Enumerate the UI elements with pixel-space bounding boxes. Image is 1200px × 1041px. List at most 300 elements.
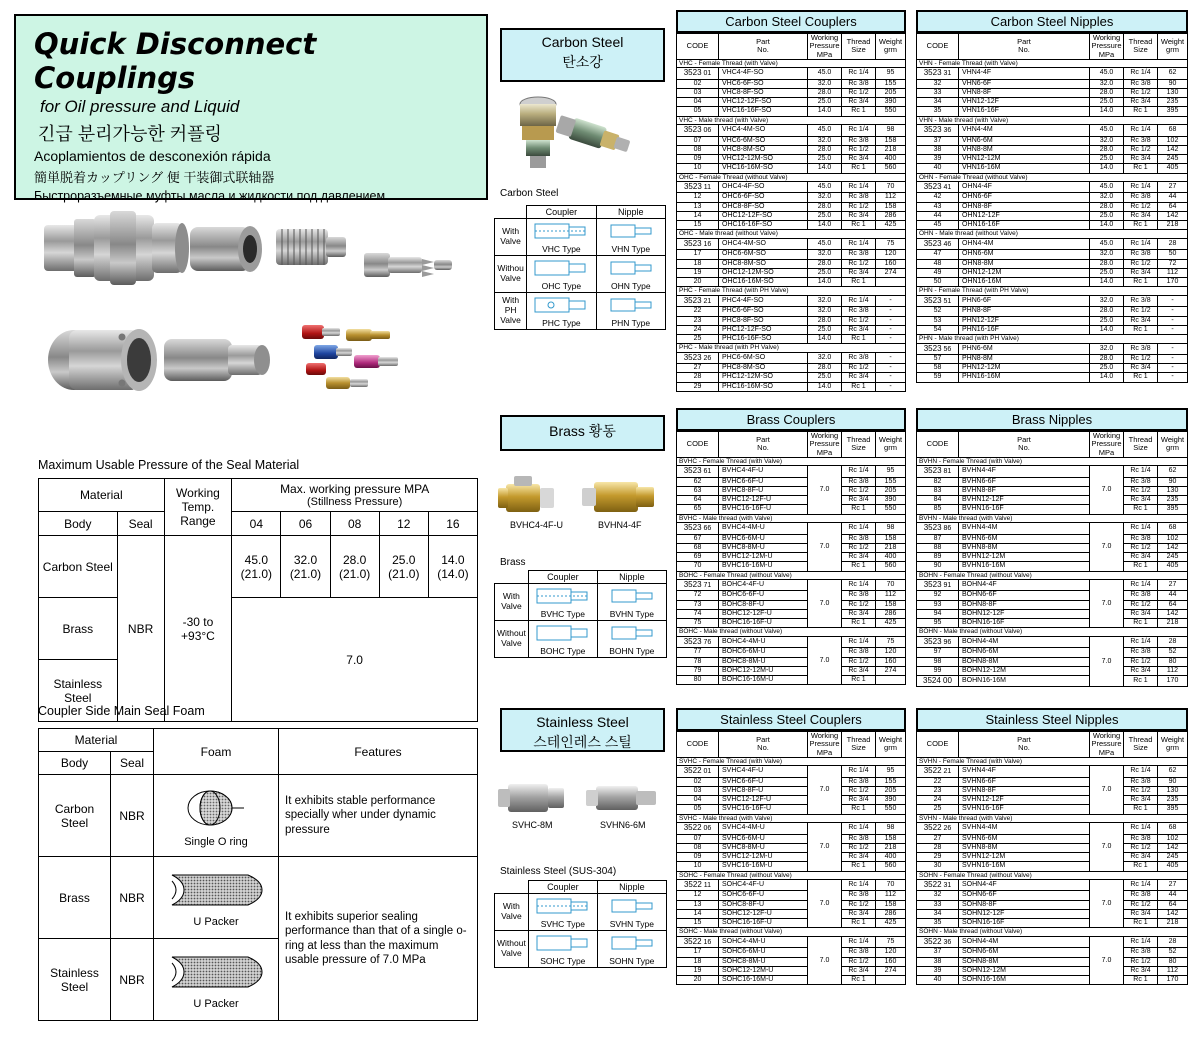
carbon-type-table — [494, 205, 666, 330]
pressure-h-seal: Seal — [117, 512, 164, 536]
cell-weight: 27 — [1158, 580, 1188, 591]
cell-part-no: SVHC16-16M-U — [719, 862, 808, 871]
brass-couplers-title: Brass Couplers — [676, 408, 906, 431]
cell-thread-size: Rc 1 — [842, 278, 876, 287]
table-row — [39, 775, 478, 857]
cell-part-no: SVHN8-8M — [959, 843, 1090, 852]
table-row — [917, 534, 1188, 543]
cell-part-no: VHN12-12M — [959, 155, 1090, 164]
cell-thread-size: Rc 1 — [1124, 107, 1158, 116]
table-row — [677, 307, 906, 316]
cell-weight: 28 — [1158, 637, 1188, 648]
u-packer-icon — [166, 867, 266, 913]
cell-code: 22 — [917, 777, 959, 786]
table-row — [677, 534, 906, 543]
col-header: Weight grm — [1158, 34, 1188, 60]
cs-nipple-vhn: VHN Type — [596, 219, 665, 256]
cell-code: 69 — [677, 553, 719, 562]
cell-weight: 550 — [876, 107, 906, 116]
cell-code: 3523 06 — [677, 125, 719, 136]
cell-part-no: OHC8-8M-SO — [719, 259, 808, 268]
table-row — [677, 477, 906, 486]
cell-weight: 160 — [876, 957, 906, 966]
cell-weight: - — [876, 307, 906, 316]
cell-code: 3522 31 — [917, 880, 959, 891]
cell-code: 3522 26 — [917, 823, 959, 834]
table-row — [677, 853, 906, 862]
cell-code: 3524 00 — [917, 676, 959, 687]
cell-weight: 90 — [1158, 777, 1188, 786]
cell-weight: 395 — [1158, 107, 1188, 116]
table-row — [917, 155, 1188, 164]
cell-part-no: SVHC4-4M-U — [719, 823, 808, 834]
table-row — [917, 619, 1188, 628]
table-row — [677, 259, 906, 268]
cell-weight: 120 — [876, 648, 906, 657]
cell-code: 10 — [677, 164, 719, 173]
table-header-row — [917, 732, 1188, 758]
cell-thread-size: Rc 1 — [842, 676, 876, 685]
stainless-steel-nipples-table — [916, 731, 1188, 985]
cell-code: 28 — [677, 373, 719, 382]
cell-part-no: BVHC4-4M-U — [719, 523, 808, 534]
cell-part-no: SOHN6-6F — [959, 891, 1090, 900]
cell-part-no: BVHN6-6F — [959, 477, 1090, 486]
table-row — [677, 600, 906, 609]
group-label: BOHN - Male thread (without Valve) — [917, 628, 1188, 637]
table-row — [917, 202, 1188, 211]
pressure-size-12: 12 — [379, 512, 428, 536]
cell-part-no: VHN6-6F — [959, 79, 1090, 88]
cell-code: 10 — [677, 862, 719, 871]
cell-code: 04 — [677, 98, 719, 107]
br-side-without-valve: Without Valve — [495, 621, 529, 658]
pressure-val-06: 32.0 (21.0) — [281, 536, 330, 598]
table-row — [677, 382, 906, 391]
cell-code: 23 — [677, 316, 719, 325]
cell-thread-size: Rc 1 — [1124, 976, 1158, 985]
col-header: Thread Size — [842, 432, 876, 458]
group-label-row — [677, 287, 906, 296]
cell-code: 58 — [917, 364, 959, 373]
cell-weight: 158 — [876, 534, 906, 543]
cell-thread-size: Rc 1 — [1124, 919, 1158, 928]
cell-weight: 205 — [876, 486, 906, 495]
cell-weight: 64 — [1158, 900, 1188, 909]
cell-thread-size: Rc 3/4 — [842, 853, 876, 862]
cell-weight: 70 — [876, 880, 906, 891]
cell-thread-size: Rc 3/8 — [1124, 193, 1158, 202]
cell-weight: 64 — [1158, 202, 1188, 211]
col-header: Part No. — [719, 432, 808, 458]
cell-part-no: PHN6-6M — [959, 343, 1090, 354]
cell-working-pressure: 7.0 — [808, 637, 842, 685]
group-label-row — [917, 871, 1188, 880]
cell-part-no: BOHC16-16F-U — [719, 619, 808, 628]
table-row — [917, 609, 1188, 618]
cell-code: 20 — [677, 976, 719, 985]
cell-weight: 218 — [876, 843, 906, 852]
cell-part-no: SOHC4-4F-U — [719, 880, 808, 891]
cell-thread-size: Rc 1/2 — [842, 957, 876, 966]
table-row — [677, 766, 906, 777]
cell-working-pressure: 25.0 — [808, 155, 842, 164]
foam-table — [38, 728, 478, 1021]
cell-code: 3523 61 — [677, 466, 719, 477]
table-row — [917, 891, 1188, 900]
cell-part-no: SVHN12-12M — [959, 853, 1090, 862]
cell-part-no: OHC8-8F-SO — [719, 202, 808, 211]
table-row — [677, 966, 906, 975]
cell-thread-size: Rc 1 — [842, 919, 876, 928]
cell-weight: 62 — [1158, 766, 1188, 777]
cell-code: 74 — [677, 609, 719, 618]
cell-thread-size: Rc 1 — [1124, 221, 1158, 230]
cell-thread-size: Rc 3/4 — [1124, 966, 1158, 975]
cell-thread-size: Rc 1 — [842, 619, 876, 628]
cell-working-pressure: 25.0 — [808, 373, 842, 382]
cell-code: 24 — [677, 325, 719, 334]
cell-part-no: OHN16-16F — [959, 221, 1090, 230]
cell-thread-size: Rc 1/2 — [1124, 354, 1158, 363]
cell-part-no: OHC12-12F-SO — [719, 211, 808, 220]
table-row — [39, 598, 478, 660]
cell-weight: - — [876, 382, 906, 391]
cell-weight: 170 — [1158, 676, 1188, 687]
carbon-steel-couplers-table — [676, 33, 906, 392]
cell-thread-size: Rc 3/8 — [1124, 477, 1158, 486]
cell-weight: - — [876, 364, 906, 373]
title-korean: 긴급 분리가능한 커플링 — [38, 124, 222, 144]
table-row — [917, 98, 1188, 107]
cell-thread-size: Rc 3/4 — [1124, 853, 1158, 862]
cell-part-no: PHN16-16F — [959, 325, 1090, 334]
cell-code: 82 — [917, 477, 959, 486]
cs-nipple-ohn: OHN Type — [596, 256, 665, 293]
cell-weight: 155 — [876, 777, 906, 786]
cell-code: 09 — [677, 853, 719, 862]
cell-thread-size: Rc 1 — [842, 164, 876, 173]
cell-working-pressure: 32.0 — [1090, 343, 1124, 354]
col-header: Weight grm — [1158, 732, 1188, 758]
cell-thread-size: Rc 3/8 — [1124, 343, 1158, 354]
group-label: BOHC - Female Thread (without Valve) — [677, 571, 906, 580]
table-row — [677, 325, 906, 334]
cell-part-no: OHN4-4F — [959, 182, 1090, 193]
cell-weight: 235 — [1158, 796, 1188, 805]
group-label: PHC - Female Thread (with PH Valve) — [677, 287, 906, 296]
cell-thread-size: Rc 1/2 — [1124, 957, 1158, 966]
group-label: SOHC - Female Thread (without Valve) — [677, 871, 906, 880]
col-header: Thread Size — [1124, 432, 1158, 458]
table-row — [917, 296, 1188, 307]
cell-thread-size: Rc 3/8 — [842, 534, 876, 543]
cell-code: 38 — [917, 957, 959, 966]
cell-part-no: OHC16-16M-SO — [719, 278, 808, 287]
table-row — [677, 155, 906, 164]
cell-weight: - — [1158, 325, 1188, 334]
carbon-steel-caption: Carbon Steel — [500, 188, 559, 199]
group-label-row — [917, 628, 1188, 637]
table-row — [917, 777, 1188, 786]
cell-part-no: PHC4-4F-SO — [719, 296, 808, 307]
cell-code: 13 — [677, 202, 719, 211]
cell-weight: 425 — [876, 619, 906, 628]
cell-part-no: SOHC6-6M-U — [719, 948, 808, 957]
pressure-val-08: 28.0 (21.0) — [330, 536, 379, 598]
table-row — [917, 919, 1188, 928]
cell-thread-size: Rc 1 — [1124, 562, 1158, 571]
cell-thread-size: Rc 1/4 — [1124, 125, 1158, 136]
cell-thread-size: Rc 1/4 — [1124, 182, 1158, 193]
group-label: PHN - Female Thread (with PH Valve) — [917, 287, 1188, 296]
col-header: Working Pressure MPa — [1091, 431, 1122, 457]
cell-working-pressure: 32.0 — [808, 250, 842, 259]
cell-part-no: PHC16-16M-SO — [719, 382, 808, 391]
cell-thread-size: Rc 1/2 — [1124, 657, 1158, 666]
cell-code: 20 — [677, 278, 719, 287]
cell-weight: 120 — [876, 250, 906, 259]
cell-working-pressure: 14.0 — [808, 164, 842, 173]
pressure-temp-range: -30 to +93°C — [164, 536, 232, 722]
cell-part-no: BVHN4-4M — [959, 523, 1090, 534]
col-header: Working Pressure MPa — [809, 33, 840, 59]
cell-working-pressure: 7.0 — [1090, 766, 1124, 814]
o-ring-icon — [170, 783, 262, 833]
cell-weight — [876, 676, 906, 685]
cell-working-pressure: 25.0 — [808, 98, 842, 107]
cell-thread-size: Rc 3/4 — [842, 609, 876, 618]
table-row — [677, 145, 906, 154]
stainless-steel-couplers-table — [676, 731, 906, 985]
cell-weight: 405 — [1158, 562, 1188, 571]
ss-coupler-sohc: SOHC Type — [528, 931, 597, 968]
foam-features-carbon: It exhibits stable performance specially wher under dynamic pressure — [279, 775, 478, 857]
cell-part-no: VHC6-6F-SO — [719, 79, 808, 88]
cell-code: 14 — [677, 909, 719, 918]
cs-h-coupler: Coupler — [527, 206, 596, 219]
cell-code: 40 — [917, 164, 959, 173]
cell-code: 70 — [677, 562, 719, 571]
cell-weight — [876, 278, 906, 287]
cell-thread-size: Rc 3/8 — [842, 777, 876, 786]
table-row — [917, 676, 1188, 687]
col-header: CODE — [917, 432, 959, 458]
cell-code: 93 — [917, 600, 959, 609]
cell-working-pressure: 7.0 — [1090, 466, 1124, 514]
cell-part-no: SOHN12-12M — [959, 966, 1090, 975]
cell-part-no: VHC4-4F-SO — [719, 68, 808, 79]
table-row — [677, 136, 906, 145]
cell-code: 29 — [677, 382, 719, 391]
coupling-photo-illustration — [14, 205, 488, 445]
cell-part-no: BOHC6-6M-U — [719, 648, 808, 657]
cell-part-no: BVHN4-4F — [959, 466, 1090, 477]
table-row — [917, 957, 1188, 966]
col-header: CODE — [677, 34, 719, 60]
foam-seal-carbon: NBR — [111, 775, 154, 857]
cell-code: 03 — [677, 88, 719, 97]
table-header-row — [917, 432, 1188, 458]
cell-working-pressure: 7.0 — [1090, 937, 1124, 985]
cell-code: 53 — [917, 316, 959, 325]
cell-part-no: OHN12-12F — [959, 211, 1090, 220]
table-row — [917, 68, 1188, 79]
cell-weight: 170 — [1158, 976, 1188, 985]
cell-weight: 560 — [876, 862, 906, 871]
cell-weight: 28 — [1158, 937, 1188, 948]
cell-thread-size: Rc 3/4 — [1124, 666, 1158, 675]
table-row — [677, 609, 906, 618]
table-row — [495, 621, 667, 658]
cell-code: 78 — [677, 657, 719, 666]
br-side-with-valve: With Valve — [495, 584, 529, 621]
cell-weight: 400 — [876, 853, 906, 862]
cell-weight: 158 — [876, 900, 906, 909]
cell-thread-size: Rc 1/4 — [1124, 523, 1158, 534]
br-h-nipple: Nipple — [597, 571, 666, 584]
cell-weight: 95 — [876, 766, 906, 777]
group-label-row — [917, 814, 1188, 823]
cell-thread-size: Rc 1/4 — [1124, 68, 1158, 79]
cell-part-no: VHN4-4M — [959, 125, 1090, 136]
group-label-row — [917, 230, 1188, 239]
cell-weight: 70 — [876, 580, 906, 591]
table-row — [677, 976, 906, 985]
catalog-stainless-steel-nipples — [916, 708, 1188, 985]
table-row — [917, 88, 1188, 97]
cell-part-no: BVHN12-12M — [959, 553, 1090, 562]
cell-working-pressure: 14.0 — [808, 335, 842, 344]
carbon-steel-couplers-title: Carbon Steel Couplers — [676, 10, 906, 33]
table-row — [677, 657, 906, 666]
foam-shape-upacker-1 — [154, 857, 279, 939]
table-row — [917, 182, 1188, 193]
cell-code: 49 — [917, 268, 959, 277]
cell-thread-size: Rc 3/8 — [842, 352, 876, 363]
table-row — [917, 786, 1188, 795]
group-label: SVHN - Male thread (with Valve) — [917, 814, 1188, 823]
table-row — [677, 777, 906, 786]
cell-weight: 130 — [1158, 786, 1188, 795]
table-row — [677, 891, 906, 900]
cell-weight: 112 — [876, 591, 906, 600]
cell-part-no: BVHC8-8F-U — [719, 486, 808, 495]
cell-weight: 68 — [1158, 523, 1188, 534]
cell-thread-size: Rc 3/8 — [1124, 79, 1158, 88]
cell-weight: 90 — [1158, 477, 1188, 486]
cell-part-no: BOHC8-8F-U — [719, 600, 808, 609]
title-russian: Быстроразъемные муфты масла и жидкости под давлением — [34, 189, 386, 203]
catalog-brass-nipples — [916, 408, 1188, 687]
cell-thread-size: Rc 1/2 — [1124, 543, 1158, 552]
cell-thread-size: Rc 3/4 — [842, 373, 876, 382]
cell-working-pressure: 7.0 — [1090, 580, 1124, 628]
cell-working-pressure: 14.0 — [808, 382, 842, 391]
cell-part-no: SVHC6-6F-U — [719, 777, 808, 786]
table-row — [495, 256, 666, 293]
col-header: Thread Size — [842, 34, 876, 60]
cell-weight: 218 — [1158, 619, 1188, 628]
cell-code: 3523 16 — [677, 239, 719, 250]
cell-code: 3522 16 — [677, 937, 719, 948]
cell-weight: 274 — [876, 666, 906, 675]
cell-weight: 142 — [1158, 909, 1188, 918]
cell-working-pressure: 7.0 — [1090, 637, 1124, 687]
group-label-row — [917, 514, 1188, 523]
cell-thread-size: Rc 3/8 — [1124, 534, 1158, 543]
cell-part-no: SVHN16-16M — [959, 862, 1090, 871]
table-header-row — [677, 732, 906, 758]
cell-code: 80 — [677, 676, 719, 685]
cell-weight: 142 — [1158, 145, 1188, 154]
cell-weight: 155 — [876, 477, 906, 486]
group-label-row — [917, 928, 1188, 937]
cell-thread-size: Rc 1/2 — [1124, 307, 1158, 316]
group-label-row — [677, 116, 906, 125]
cell-thread-size: Rc 3/8 — [1124, 250, 1158, 259]
pressure-val-merged: 7.0 — [232, 598, 478, 722]
cell-code: 08 — [677, 145, 719, 154]
cell-part-no: SOHC12-12M-U — [719, 966, 808, 975]
stainless-photo — [494, 762, 670, 840]
col-header: CODE — [677, 432, 719, 458]
cell-working-pressure: 7.0 — [808, 580, 842, 628]
cell-code: 95 — [917, 619, 959, 628]
cell-code: 89 — [917, 553, 959, 562]
cell-weight — [876, 976, 906, 985]
cell-weight: 425 — [876, 919, 906, 928]
brass-photo — [494, 462, 670, 534]
cell-code: 19 — [677, 966, 719, 975]
table-row — [677, 637, 906, 648]
table-row — [677, 880, 906, 891]
cell-working-pressure: 32.0 — [808, 79, 842, 88]
cell-working-pressure: 32.0 — [1090, 250, 1124, 259]
cell-thread-size: Rc 3/4 — [842, 666, 876, 675]
cell-thread-size: Rc 3/8 — [842, 591, 876, 600]
cell-part-no: VHC12-12M-SO — [719, 155, 808, 164]
cell-code: 14 — [677, 211, 719, 220]
cell-thread-size: Rc 3/8 — [1124, 136, 1158, 145]
cell-weight: 95 — [876, 68, 906, 79]
cell-part-no: BOHN16-16M — [959, 676, 1090, 687]
table-row — [677, 202, 906, 211]
cell-thread-size: Rc 3/4 — [1124, 496, 1158, 505]
cell-code: 22 — [677, 307, 719, 316]
pressure-body-carbon: Carbon Steel — [39, 536, 118, 598]
cell-code: 3522 06 — [677, 823, 719, 834]
cell-part-no: BOHC8-8M-U — [719, 657, 808, 666]
cell-thread-size: Rc 1/2 — [1124, 600, 1158, 609]
foam-seal-stainless: NBR — [111, 939, 154, 1021]
group-label: BOHN - Female Thread (without Valve) — [917, 571, 1188, 580]
table-row — [677, 486, 906, 495]
col-header: Working Pressure MPa — [809, 431, 840, 457]
cell-working-pressure: 14.0 — [1090, 221, 1124, 230]
cell-thread-size: Rc 3/4 — [842, 796, 876, 805]
group-label-row — [917, 757, 1188, 766]
cell-part-no: SOHN16-16F — [959, 919, 1090, 928]
cell-working-pressure: 45.0 — [808, 68, 842, 79]
table-row — [677, 164, 906, 173]
table-row — [917, 637, 1188, 648]
cell-working-pressure: 25.0 — [1090, 268, 1124, 277]
cell-thread-size: Rc 3/4 — [842, 966, 876, 975]
cell-thread-size: Rc 3/8 — [842, 891, 876, 900]
table-header-row — [677, 34, 906, 60]
cell-working-pressure: 25.0 — [1090, 98, 1124, 107]
